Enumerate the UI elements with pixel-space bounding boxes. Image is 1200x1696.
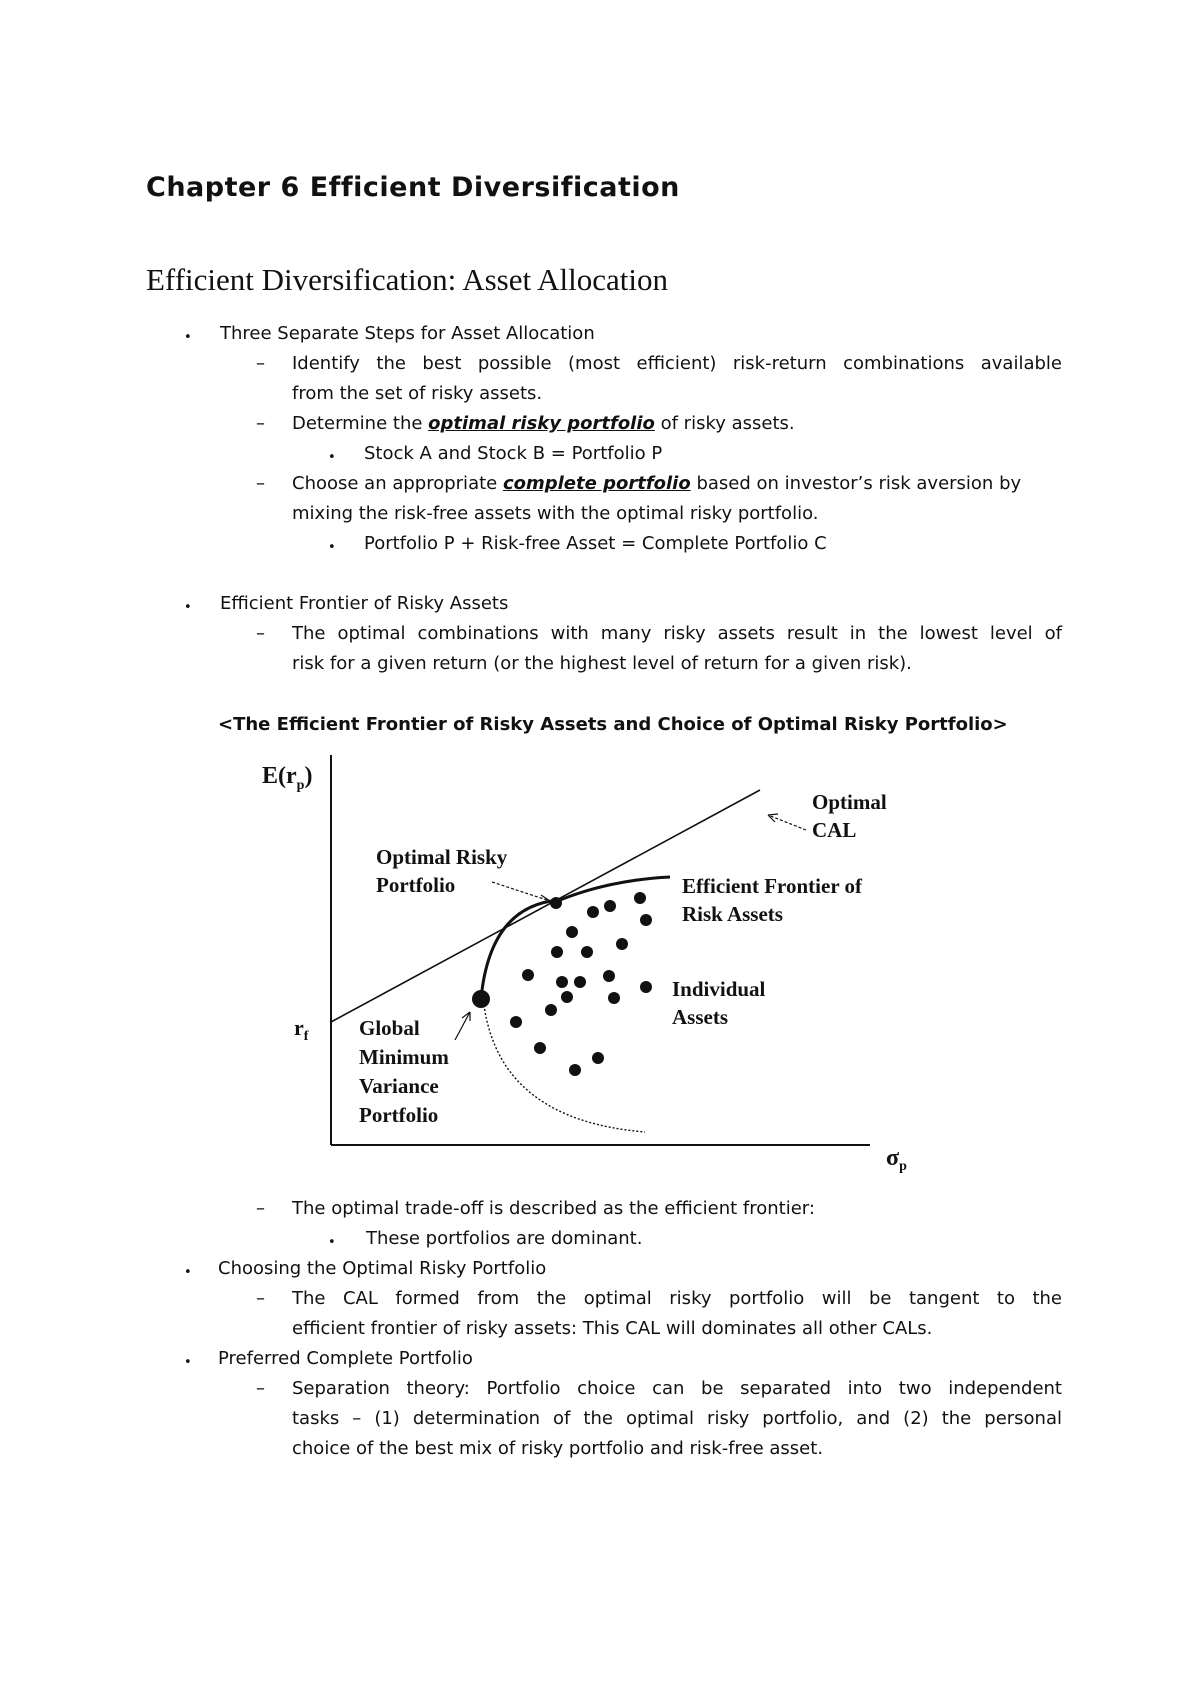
x-axis-label: $\sigma_p$: [886, 1145, 907, 1174]
complete-portfolio-term: complete portfolio: [502, 473, 691, 494]
rf-label: $r_f$: [294, 1015, 309, 1044]
dash-marker: –: [256, 1288, 265, 1309]
asset-dot: [574, 976, 586, 988]
asset-dot: [569, 1064, 581, 1076]
separation-line-2: tasks – (1) determination of the optimal risky portfolio, and (2) the personal: [292, 1408, 1062, 1429]
asset-dot: [522, 969, 534, 981]
asset-dot: [534, 1042, 546, 1054]
asset-dot: [616, 938, 628, 950]
stock-ab-line: Stock A and Stock B = Portfolio P: [364, 443, 663, 464]
identify-line-2: from the set of risky assets.: [292, 383, 543, 404]
figure-caption: <The Efficient Frontier of Risky Assets and Choice of Optimal Risky Portfolio>: [218, 714, 1008, 735]
individual-assets-label-1: Individual: [672, 977, 766, 1001]
asset-dot: [592, 1052, 604, 1064]
asset-dot: [608, 992, 620, 1004]
individual-assets: [510, 892, 652, 1076]
gmv-arrow: [455, 1012, 470, 1040]
optimal-risky-portfolio-term: optimal risky portfolio: [428, 413, 655, 434]
tangency-point: [550, 897, 562, 909]
asset-dot: [561, 991, 573, 1003]
cal-line-1: The CAL formed from the optimal risky portfolio will be tangent to the: [292, 1288, 1062, 1309]
choose-pre: Choose an appropriate: [292, 473, 503, 494]
asset-dot: [581, 946, 593, 958]
dash-marker: –: [256, 353, 265, 374]
choose-line-2: mixing the risk-free assets with the optimal risky portfolio.: [292, 503, 819, 524]
inefficient-branch-curve: [484, 1005, 645, 1132]
bullet-frontier-heading: Efficient Frontier of Risky Assets: [220, 593, 509, 614]
individual-assets-label-2: Assets: [672, 1005, 728, 1029]
asset-dot: [551, 946, 563, 958]
dominant-line: These portfolios are dominant.: [366, 1228, 643, 1249]
chapter-title: Chapter 6 Efficient Diversification: [146, 172, 680, 203]
asset-dot: [603, 970, 615, 982]
gmv-label-3: Variance: [359, 1074, 439, 1098]
bullet-marker: •: [184, 1265, 192, 1280]
identify-line-1: Identify the best possible (most efficient) risk-return combinations available: [292, 353, 1062, 374]
dash-marker: –: [256, 1198, 265, 1219]
asset-dot: [510, 1016, 522, 1028]
bullet-marker: •: [184, 330, 192, 345]
asset-dot: [640, 914, 652, 926]
determine-post: of risky assets.: [654, 413, 795, 434]
asset-dot: [545, 1004, 557, 1016]
preferred-heading: Preferred Complete Portfolio: [218, 1348, 473, 1369]
asset-dot: [640, 981, 652, 993]
bullet-marker: •: [184, 600, 192, 615]
asset-dot: [587, 906, 599, 918]
frontier-line-2: risk for a given return (or the highest level of return for a given risk).: [292, 653, 912, 674]
tradeoff-line: The optimal trade-off is described as the efficient frontier:: [292, 1198, 815, 1219]
gmv-label-4: Portfolio: [359, 1103, 439, 1127]
bullet-marker: •: [328, 1235, 336, 1250]
dash-marker: –: [256, 623, 265, 644]
choose-post: based on investor’s risk aversion by: [690, 473, 1022, 494]
separation-line-3: choice of the best mix of risky portfolio and risk-free asset.: [292, 1438, 824, 1459]
gmv-label-2: Minimum: [359, 1045, 449, 1069]
optimal-cal-label-1: Optimal: [812, 790, 887, 814]
frontier-label-2: Risk Assets: [682, 902, 783, 926]
optimal-cal-label-2: CAL: [812, 818, 857, 842]
optimal-risky-label-1: Optimal Risky: [376, 845, 508, 869]
asset-dot: [556, 976, 568, 988]
risky-arrow: [492, 882, 550, 901]
optimal-risky-label-2: Portfolio: [376, 873, 456, 897]
asset-dot: [566, 926, 578, 938]
dash-marker: –: [256, 473, 265, 494]
asset-dot: [634, 892, 646, 904]
portfolio-pc-line: Portfolio P + Risk-free Asset = Complete Portfolio C: [364, 533, 827, 554]
section-title: Efficient Diversification: Asset Allocation: [146, 262, 669, 297]
dash-marker: –: [256, 1378, 265, 1399]
dash-marker: –: [256, 413, 265, 434]
frontier-line-1: The optimal combinations with many risky assets result in the lowest level of: [292, 623, 1062, 644]
separation-line-1: Separation theory: Portfolio choice can be separated into two independent: [292, 1378, 1062, 1399]
asset-dot: [604, 900, 616, 912]
frontier-label-1: Efficient Frontier of: [682, 874, 863, 898]
cal-line-2: efficient frontier of risky assets: This CAL will dominates all other CALs.: [292, 1318, 933, 1339]
gmv-label-1: Global: [359, 1016, 420, 1040]
bullet-steps-heading: Three Separate Steps for Asset Allocation: [220, 323, 595, 344]
bullet-marker: •: [184, 1355, 192, 1370]
determine-pre: Determine the: [292, 413, 429, 434]
choosing-heading: Choosing the Optimal Risky Portfolio: [218, 1258, 547, 1279]
bullet-marker: •: [328, 450, 336, 465]
bullet-marker: •: [328, 540, 336, 555]
cal-arrow: [768, 815, 806, 830]
y-axis-label: $E(r_p)$: [262, 763, 313, 793]
gmv-point: [472, 990, 490, 1008]
